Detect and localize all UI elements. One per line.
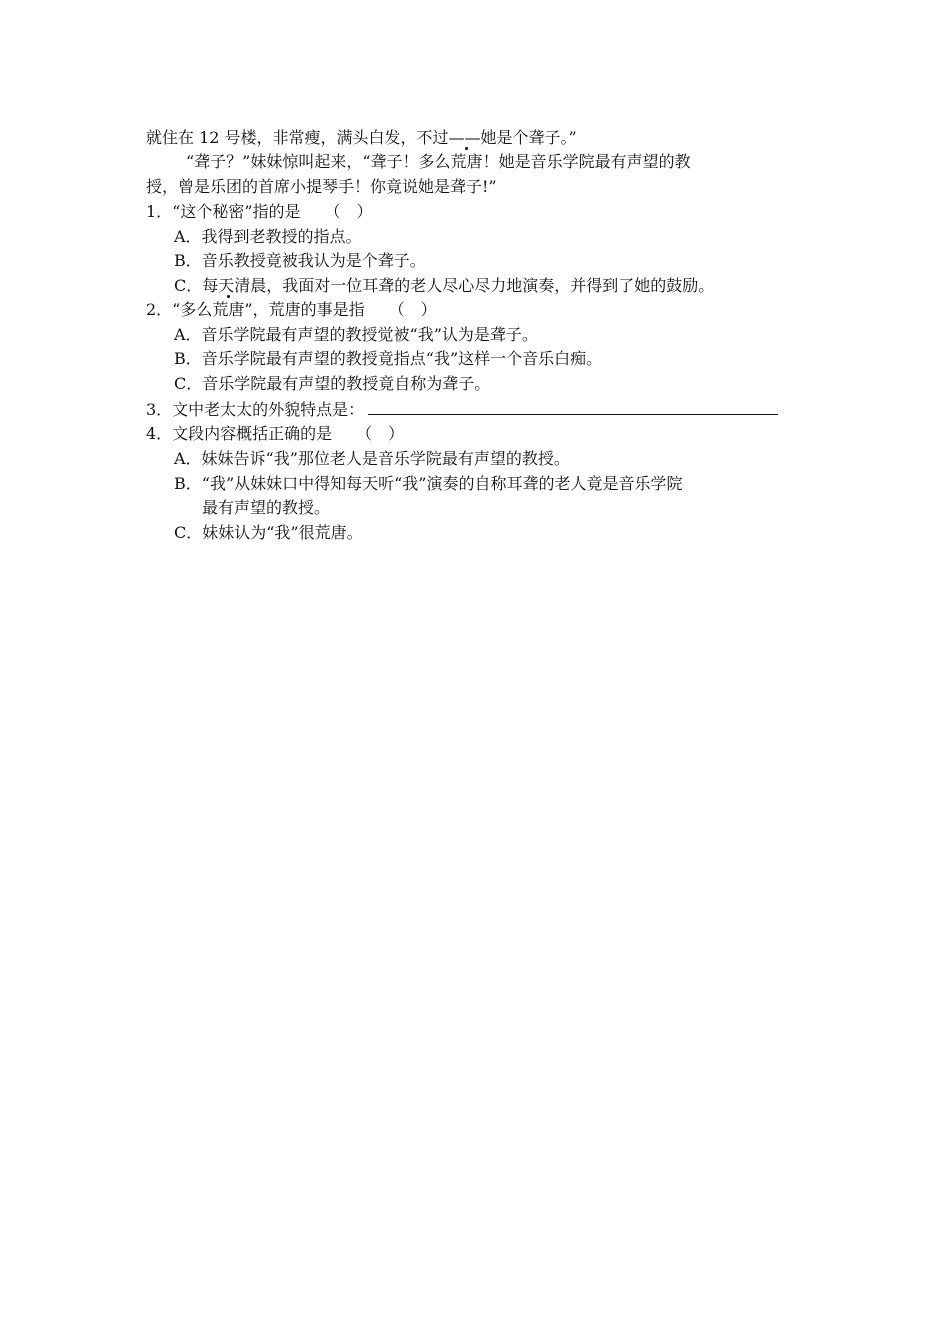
question-2-stem-start: 2．“多么 [146, 300, 213, 319]
question-1-option-c: C．每天清晨，我面对一位耳聋的老人尽心尽力地演奏，并得到了她的鼓励。 [174, 276, 715, 295]
question-4-stem: 4．文段内容概括正确的是 （ ） [146, 424, 405, 443]
passage-line-2-start: “聋子？”妹妹惊叫起来，“聋子！多么 [186, 152, 451, 171]
question-4-option-b-line-2: 最有声望的教授。 [202, 498, 331, 517]
emphasized-word: 荒唐 [450, 152, 483, 171]
question-1-option-a: A．我得到老教授的指点。 [174, 227, 362, 246]
question-2-stem-end: ”，荒唐的事是指 （ ） [244, 300, 437, 319]
question-4-option-c: C．妹妹认为“我”很荒唐。 [174, 523, 363, 542]
question-1-option-b: B．音乐教授竟被我认为是个聋子。 [174, 251, 426, 270]
question-4-option-b-line-1: B．“我”从妹妹口中得知每天听“我”演奏的自称耳聋的老人竟是音乐学院 [174, 474, 683, 493]
question-2-option-a: A．音乐学院最有声望的教授觉被“我”认为是聋子。 [174, 325, 538, 344]
question-3-stem: 3．文中老太太的外貌特点是： [146, 400, 365, 419]
emphasized-word: 荒唐 [212, 300, 245, 319]
passage-line-2-end: ！她是音乐学院最有声望的教 [482, 152, 691, 171]
answer-blank-line[interactable] [368, 398, 778, 415]
question-4-option-a: A．妹妹告诉“我”那位老人是音乐学院最有声望的教授。 [174, 449, 570, 468]
question-2-stem [146, 299, 437, 321]
question-2-option-b: B．音乐学院最有声望的教授竟指点“我”这样一个音乐白痴。 [174, 349, 603, 368]
question-1-stem: 1．“这个秘密”指的是 （ ） [146, 202, 373, 221]
question-2-option-c: C．音乐学院最有声望的教授竟自称为聋子。 [174, 374, 491, 393]
passage-line-2 [186, 151, 691, 173]
passage-line-3: 授，曾是乐团的首席小提琴手！你竟说她是聋子!” [146, 177, 497, 196]
question-3 [146, 398, 778, 421]
passage-line-1: 就住在 12 号楼，非常瘦，满头白发，不过——她是个聋子。” [146, 128, 577, 147]
